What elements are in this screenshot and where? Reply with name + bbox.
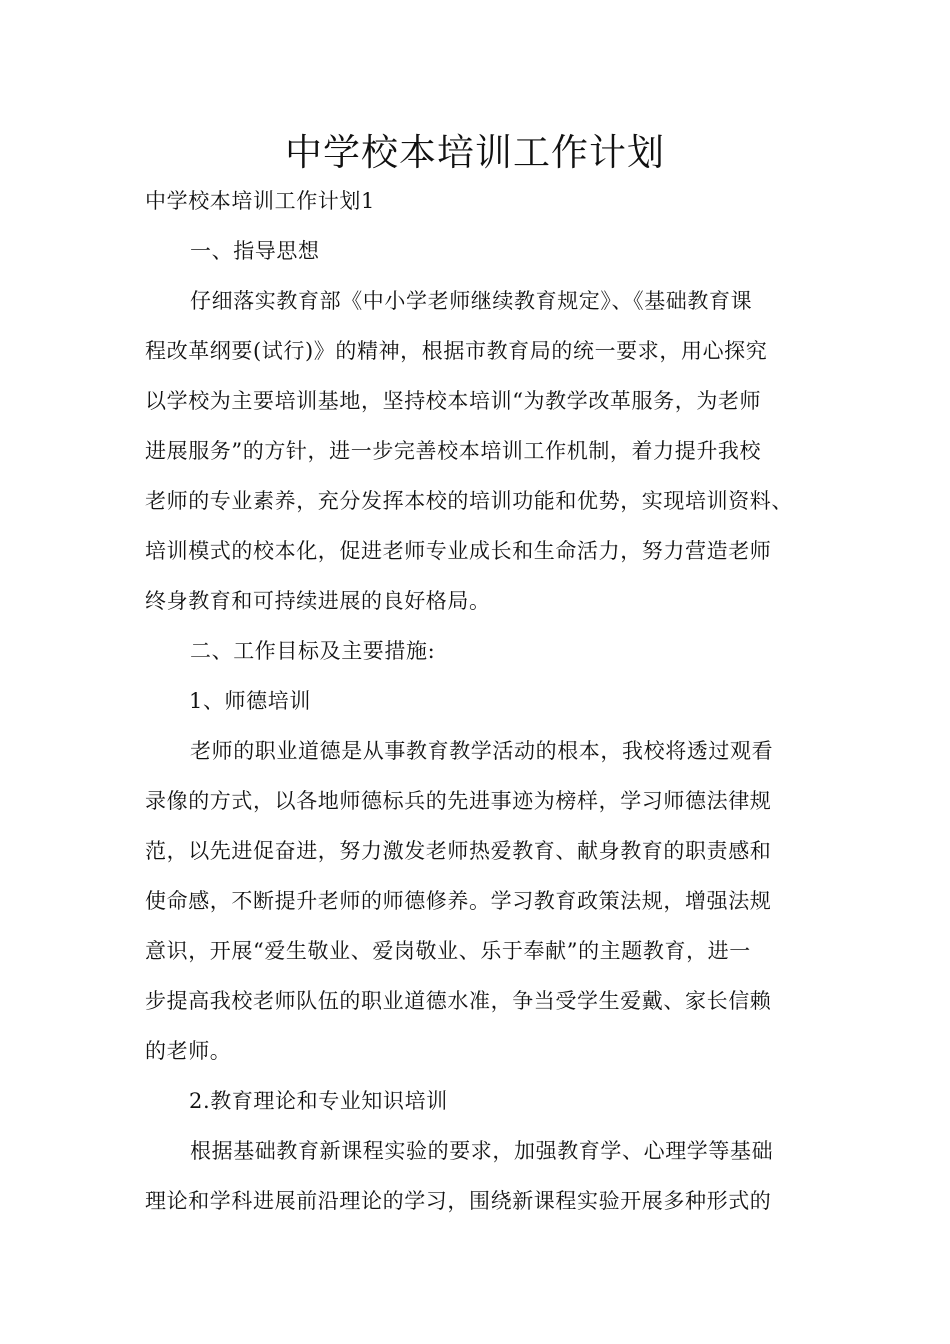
document-title: 中学校本培训工作计划	[285, 131, 665, 174]
paragraph-line: 步提高我校老师队伍的职业道德水准，争当受学生爱戴、家长信赖	[145, 989, 772, 1013]
document-body	[145, 176, 830, 1226]
document-subtitle: 中学校本培训工作计划1	[145, 189, 375, 213]
paragraph-line: 使命感，不断提升老师的师德修养。学习教育政策法规，增强法规	[145, 889, 772, 913]
section-heading: 二、工作目标及主要措施:	[190, 639, 436, 663]
paragraph-line: 根据基础教育新课程实验的要求，加强教育学、心理学等基础	[190, 1139, 774, 1163]
paragraph-line: 培训模式的校本化，促进老师专业成长和生命活力，努力营造老师	[145, 539, 772, 563]
paragraph-line: 仔细落实教育部《中小学老师继续教育规定》、《基础教育课	[190, 289, 753, 313]
paragraph-line: 程改革纲要(试行)》的精神，根据市教育局的统一要求，用心探究	[145, 339, 768, 363]
paragraph-line: 以学校为主要培训基地，坚持校本培训“为教学改革服务，为老师	[145, 389, 762, 413]
paragraph-line: 终身教育和可持续进展的良好格局。	[145, 589, 491, 613]
paragraph-line: 老师的职业道德是从事教育教学活动的根本，我校将透过观看	[190, 739, 774, 763]
paragraph-line: 范，以先进促奋进，努力激发老师热爱教育、献身教育的职责感和	[145, 839, 772, 863]
subsection-heading: 2.教育理论和专业知识培训	[189, 1089, 448, 1113]
section-heading: 一、指导思想	[190, 239, 320, 263]
paragraph-line: 理论和学科进展前沿理论的学习，围绕新课程实验开展多种形式的	[145, 1189, 772, 1213]
paragraph-line: 意识，开展“爱生敬业、爱岗敬业、乐于奉献”的主题教育，进一	[145, 939, 751, 963]
subsection-heading: 1、师德培训	[189, 689, 311, 713]
paragraph-line: 老师的专业素养，充分发挥本校的培训功能和优势，实现培训资料、	[145, 489, 793, 513]
paragraph-line: 的老师。	[145, 1039, 232, 1063]
paragraph-line: 进展服务”的方针，进一步完善校本培训工作机制，着力提升我校	[145, 439, 762, 463]
paragraph-line: 录像的方式，以各地师德标兵的先进事迹为榜样，学习师德法律规	[145, 789, 772, 813]
